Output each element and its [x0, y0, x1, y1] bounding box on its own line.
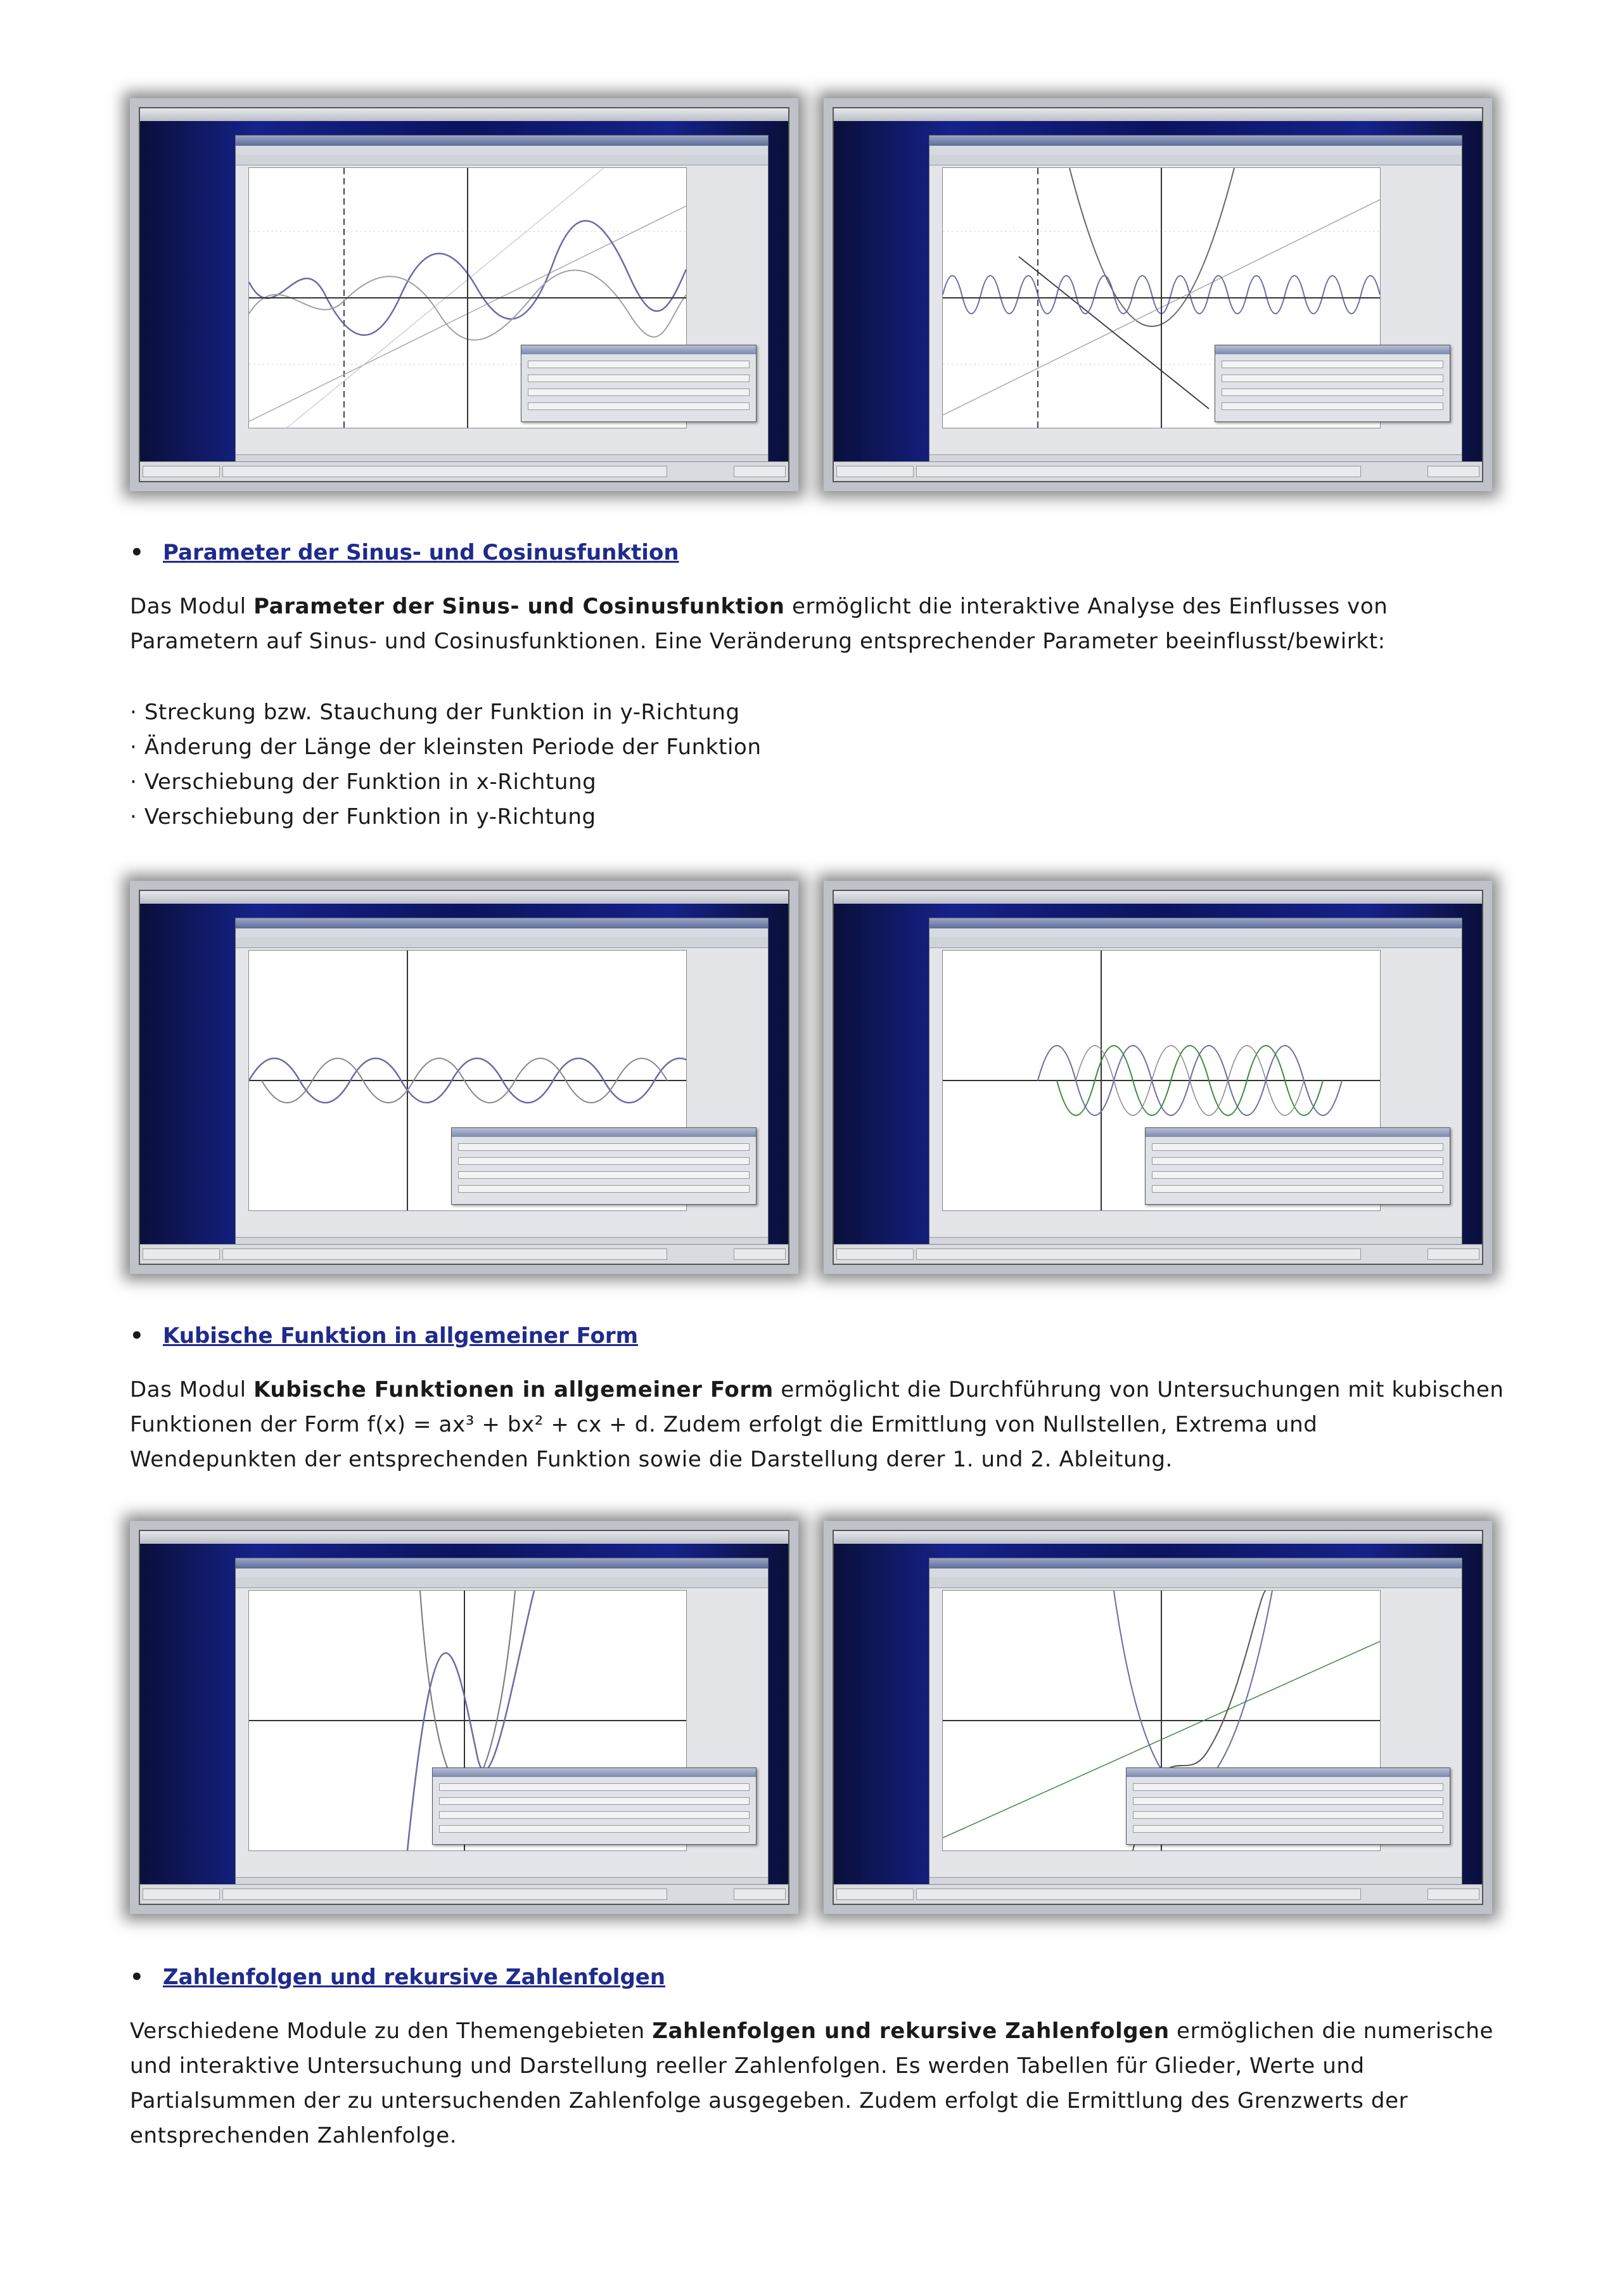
- heading-link[interactable]: Kubische Funktion in allgemeiner Form: [163, 1323, 639, 1349]
- bullet-icon: •: [130, 1323, 144, 1349]
- screenshot-image: [130, 1521, 798, 1914]
- list-item: · Verschiebung der Funktion in x-Richtung: [130, 769, 597, 795]
- heading-link[interactable]: Zahlenfolgen und rekursive Zahlenfolgen: [163, 1965, 666, 1990]
- screenshot-image: [824, 1521, 1492, 1914]
- list-item: · Streckung bzw. Stauchung der Funktion in y-Richtung: [130, 700, 740, 725]
- section-heading-sinus: [130, 540, 679, 565]
- section-paragraph: Das Modul Parameter der Sinus- und Cosinusfunktion ermöglicht die interaktive Analyse des Einflusses von Parametern auf Sinus- und Cosinusfunktionen. Eine Veränderung entsprechender Parameter beeinflusst/bewirkt:: [130, 594, 1388, 654]
- screenshot-row-2: [130, 881, 1517, 1274]
- screenshot-image: [824, 98, 1492, 491]
- screenshot-row-1: [130, 98, 1517, 491]
- heading-link[interactable]: Parameter der Sinus- und Cosinusfunktion: [163, 540, 679, 565]
- section-heading-zahlenfolgen: [130, 1965, 665, 1990]
- bullet-list: [130, 695, 762, 835]
- list-item: · Verschiebung der Funktion in y-Richtung: [130, 804, 596, 830]
- screenshot-image: [130, 881, 798, 1274]
- screenshot-image: [130, 98, 798, 491]
- bullet-icon: •: [130, 540, 144, 565]
- section-paragraph: Verschiedene Module zu den Themengebieten Zahlenfolgen und rekursive Zahlenfolgen ermöglichen die numerische und interaktive Untersuchung und Darstellung reeller Zahlenfolgen. Es werden Tabellen für Glieder, Werte und Partialsummen der zu untersuchenden Zahlenfolge ausgegeben. Zudem erfolgt die Ermittlung des Grenzwerts der entsprechenden Zahlenfolge.: [130, 2018, 1494, 2148]
- screenshot-row-3: [130, 1521, 1517, 1914]
- bullet-icon: •: [130, 1965, 144, 1990]
- list-item: · Änderung der Länge der kleinsten Periode der Funktion: [130, 734, 762, 760]
- section-heading-kubisch: [130, 1323, 638, 1349]
- screenshot-image: [824, 881, 1492, 1274]
- section-paragraph: Das Modul Kubische Funktionen in allgemeiner Form ermöglicht die Durchführung von Untersuchungen mit kubischen Funktionen der Form f(x) = ax³ + bx² + cx + d. Zudem erfolgt die Ermittlung von Nullstellen, Extrema und Wendepunkten der entsprechenden Funktion sowie die Darstellung derer 1. und 2. Ableitung.: [130, 1377, 1504, 1472]
